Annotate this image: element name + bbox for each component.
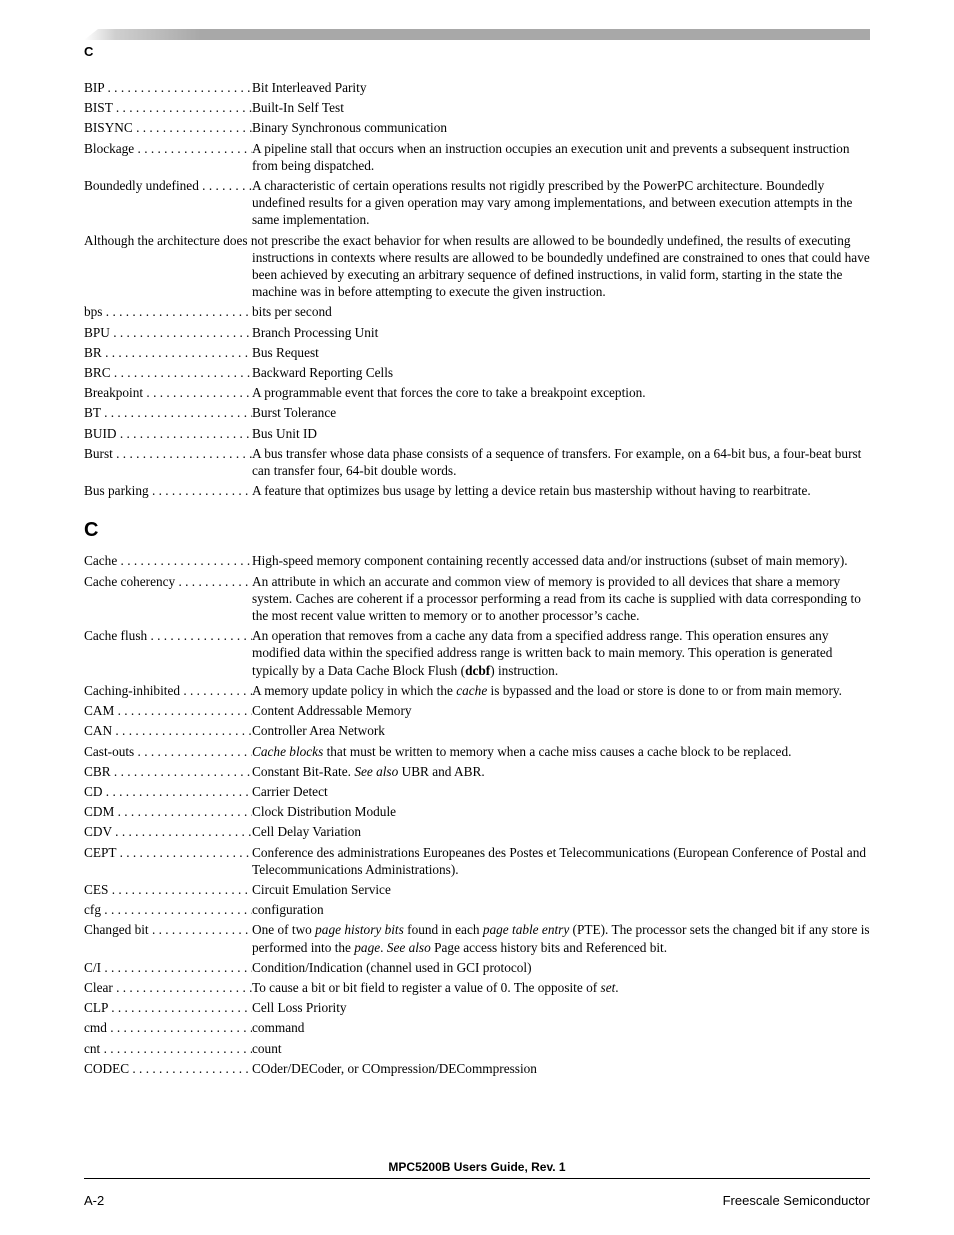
term: BIP . . . <box>84 79 252 96</box>
glossary-entry <box>84 682 870 699</box>
term: Blockage . . . <box>84 140 252 174</box>
glossary-entry <box>84 344 870 361</box>
footer-document-title: MPC5200B Users Guide, Rev. 1 <box>388 1160 566 1174</box>
definition: Condition/Indication (channel used in GCI protocol) <box>252 959 532 975</box>
term: BISYNC . . . <box>84 119 252 136</box>
definition-text: To cause a bit or bit field to register a value of 0. The opposite of <box>252 979 601 995</box>
glossary-entry <box>84 99 870 116</box>
definition: Cell Loss Priority <box>252 1000 347 1016</box>
term: CAN . . . <box>84 722 252 739</box>
glossary-entry <box>84 1040 870 1057</box>
definition: A programmable event that forces the core to take a breakpoint exception. <box>252 385 646 401</box>
term: CLP . . . <box>84 999 252 1016</box>
definition-text: is bypassed and the load or store is done to or from main memory. <box>487 682 842 698</box>
definition: A feature that optimizes bus usage by letting a device retain bus mastership without having to rearbitrate. <box>252 483 811 499</box>
term: BT . . . <box>84 404 252 421</box>
glossary-entry <box>84 573 870 625</box>
glossary-group-b <box>84 79 870 499</box>
definition-text: Page access history bits and Referenced bit. <box>430 939 668 955</box>
definition: A bus transfer whose data phase consists of a sequence of transfers. For example, on a 64-bit bus, a four-beat burst can transfer four, 64-bit double words. <box>252 445 862 479</box>
definition-text: (PTE). The processor sets the changed bit if any store is performed into the <box>252 922 870 955</box>
definition <box>252 921 870 955</box>
term: cfg . . . <box>84 901 252 918</box>
term: Cache . . . <box>84 552 252 569</box>
term: Clear . . . <box>84 979 252 996</box>
term: BUID . . . <box>84 425 252 442</box>
glossary-entry <box>84 445 870 479</box>
term: Cache flush . . . <box>84 627 252 679</box>
emphasis-text: cache <box>456 682 488 698</box>
definition <box>252 763 870 780</box>
glossary-entry <box>84 763 870 780</box>
glossary-entry <box>84 1019 870 1036</box>
term: Cast-outs . . . <box>84 743 252 760</box>
emphasis-text: See also <box>354 763 399 779</box>
term: BPU . . . <box>84 324 252 341</box>
definition: count <box>252 1040 282 1056</box>
definition-text: that must be written to memory when a cache miss causes a cache block to be replaced. <box>323 743 792 759</box>
term: CES . . . <box>84 881 252 898</box>
term: Boundedly undefined . . . <box>84 177 252 229</box>
definition: Circuit Emulation Service <box>252 881 391 897</box>
definition: Carrier Detect <box>252 783 328 799</box>
term: cmd . . . <box>84 1019 252 1036</box>
footer-divider <box>84 1178 870 1179</box>
definition <box>252 627 870 679</box>
glossary-entry <box>84 999 870 1016</box>
definition: Content Addressable Memory <box>252 703 412 719</box>
definition: command <box>252 1020 305 1036</box>
definition-text: ) instruction. <box>490 662 559 678</box>
term: BIST . . . <box>84 99 252 116</box>
glossary-entry <box>84 79 870 96</box>
definition-text: found in each <box>403 922 483 938</box>
glossary-entry <box>84 119 870 136</box>
instruction-mnemonic: dcbf <box>465 662 491 678</box>
definition: Controller Area Network <box>252 723 385 739</box>
glossary-entry <box>84 803 870 820</box>
footer-company: Freescale Semiconductor <box>722 1193 870 1208</box>
definition-text: . <box>615 979 619 995</box>
term: CDV . . . <box>84 823 252 840</box>
definition: Cell Delay Variation <box>252 824 362 840</box>
glossary <box>84 79 870 1080</box>
glossary-entry <box>84 921 870 955</box>
definition: Burst Tolerance <box>252 405 337 421</box>
definition: bits per second <box>252 304 332 320</box>
term: CEPT . . . <box>84 844 252 878</box>
definition-text: . <box>380 939 387 955</box>
glossary-note-paragraph: Although the architecture does not prescribe the exact behavior for when results are allowed to be boundedly undefined, the results of executing instructions in contexts where results are allowed to be boundedly undefined are constrained to ones that could have been achieved by executing an arbitrary sequence of defined instructions, in valid form, starting in the state the machine was in before attempting to execute the given instruction. <box>84 232 870 300</box>
term: CBR . . . <box>84 763 252 780</box>
footer-page-number: A-2 <box>84 1193 105 1208</box>
term: Breakpoint . . . <box>84 384 252 401</box>
term: CAM . . . <box>84 702 252 719</box>
definition: Branch Processing Unit <box>252 324 379 340</box>
definition: Conference des administrations Europeanes des Postes et Telecommunications (European Conference of Postal and Telecommunications Administrations). <box>252 844 866 877</box>
running-head-letter: C <box>84 44 94 59</box>
definition-text: UBR and ABR. <box>398 763 485 779</box>
definition: An attribute in which an accurate and common view of memory is provided to all devices that share a memory system. Caches are coherent if a processor performing a read from its cache is supplied with data corresponding to the most recent value written to memory or to another processor’s cache. <box>252 573 861 624</box>
definition: Bus Unit ID <box>252 425 318 441</box>
glossary-entry <box>84 552 870 569</box>
glossary-entry <box>84 901 870 918</box>
definition-text: A memory update policy in which the <box>252 682 457 698</box>
emphasis-text: page <box>354 939 381 955</box>
glossary-entry <box>84 722 870 739</box>
glossary-entry <box>84 702 870 719</box>
emphasis-text: See also <box>386 939 431 955</box>
glossary-entry <box>84 743 870 760</box>
term: Burst . . . <box>84 445 252 479</box>
glossary-entry <box>84 823 870 840</box>
glossary-entry <box>84 844 870 878</box>
glossary-entry <box>84 140 870 174</box>
term: Caching-inhibited . . . <box>84 682 252 699</box>
term: BRC . . . <box>84 364 252 381</box>
term: BR . . . <box>84 344 252 361</box>
glossary-entry <box>84 627 870 679</box>
definition <box>252 979 870 996</box>
definition: High-speed memory component containing recently accessed data and/or instructions (subset of main memory). <box>252 553 848 569</box>
term: CDM . . . <box>84 803 252 820</box>
definition: configuration <box>252 902 324 918</box>
emphasis-text: set <box>600 979 616 995</box>
term: Changed bit . . . <box>84 921 252 955</box>
emphasis-text: page table entry <box>482 922 570 938</box>
emphasis-text: Cache blocks <box>252 743 324 759</box>
section-heading-c: C <box>84 519 99 542</box>
glossary-entry <box>84 303 870 320</box>
definition-text: Constant Bit-Rate. <box>252 763 355 779</box>
glossary-group-c <box>84 552 870 1076</box>
glossary-entry <box>84 425 870 442</box>
glossary-entry <box>84 959 870 976</box>
term: CODEC . . . <box>84 1060 252 1077</box>
glossary-entry <box>84 404 870 421</box>
term: Cache coherency . . . <box>84 573 252 625</box>
glossary-entry <box>84 1060 870 1077</box>
emphasis-text: page history bits <box>315 922 404 938</box>
definition: A characteristic of certain operations results not rigidly prescribed by the PowerPC architecture. Boundedly undefined results for a given operation may vary among implementations, and between execution attempts in the same implementation. <box>252 178 853 228</box>
definition: COder/DECoder, or COmpression/DECommpression <box>252 1060 537 1076</box>
definition: Backward Reporting Cells <box>252 365 394 381</box>
definition-text: One of two <box>252 922 316 938</box>
glossary-entry <box>84 384 870 401</box>
term: bps . . . <box>84 303 252 320</box>
glossary-entry <box>84 177 870 229</box>
glossary-entry <box>84 881 870 898</box>
glossary-entry <box>84 783 870 800</box>
header-bar <box>84 29 870 40</box>
definition: Binary Synchronous communication <box>252 120 447 136</box>
definition: Bus Request <box>252 344 319 360</box>
term: C/I . . . <box>84 959 252 976</box>
definition: Clock Distribution Module <box>252 804 397 820</box>
definition <box>252 743 870 760</box>
definition: Bit Interleaved Parity <box>252 80 367 95</box>
glossary-entry <box>84 979 870 996</box>
glossary-entry <box>84 324 870 341</box>
definition: A pipeline stall that occurs when an instruction occupies an execution unit and prevents a subsequent instruction from being dispatched. <box>252 140 850 173</box>
definition-text: An operation that removes from a cache any data from a specified address range. This operation ensures any modified data within the specified address range is written back to main memory. This operation is generated typically by a Data Cache Block Flush ( <box>252 628 833 678</box>
definition: Built-In Self Test <box>252 100 344 116</box>
term: CD . . . <box>84 783 252 800</box>
term: cnt . . . <box>84 1040 252 1057</box>
term: Bus parking . . . <box>84 482 252 499</box>
glossary-entry <box>84 482 870 499</box>
glossary-entry <box>84 364 870 381</box>
definition <box>252 682 870 699</box>
